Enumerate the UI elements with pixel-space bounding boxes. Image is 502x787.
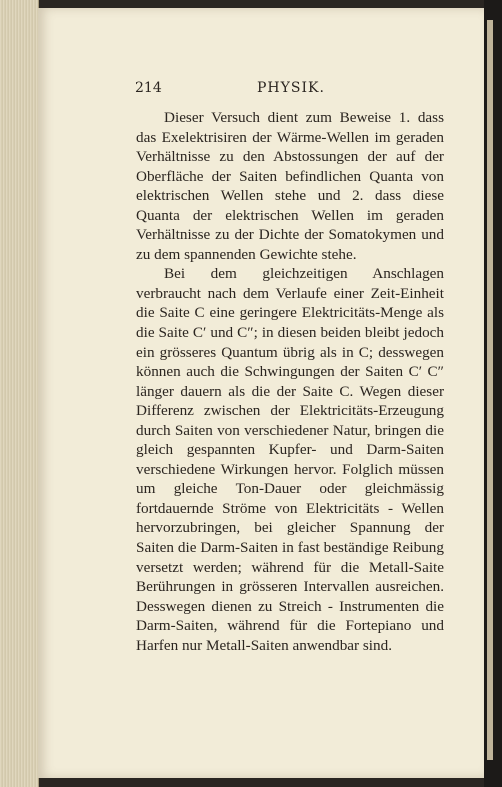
- book-page-edges: [0, 0, 39, 787]
- right-page-strip: [487, 20, 493, 760]
- paragraph-2: Bei dem gleichzeitigen Anschlagen verbraucht nach dem Verlaufe einer Zeit-Einheit die Saite C eine geringere Elektricitäts-Menge als die Saite C′ und C″; in diesen beiden bleibt jedoch ein grösseres Quantum übrig als in C; desswegen können auch die Schwingungen der Saiten C′ C″ länger dauern als die der Saite C. Wegen dieser Differenz zwischen der Elektricitäts-Erzeugung durch Saiten von verschiedener Natur, bringen die gleich gespannten Kupfer- und Darm-Saiten verschiedene Wirkungen hervor. Folglich müssen um gleiche Ton-Dauer oder gleichmässig fortdauernde Ströme von Elektricitäts - Wellen hervorzubringen, bei gleicher Spannung der Saiten die Darm-Saiten in fast beständige Reibung versetzt werden; während für die Metall-Saite Berührungen in grösseren Intervallen ausreichen. Desswegen dienen zu Streich - Instrumenten die Darm-Saiten, während für die Fortepiano und Harfen nur Metall-Saiten anwendbar sind.: [136, 265, 444, 654]
- running-head: PHYSIK.: [257, 80, 325, 96]
- page-number: 214: [135, 80, 162, 96]
- paragraph-1: Dieser Versuch dient zum Beweise 1. dass das Exelektrisiren der Wärme-Wellen im geraden Verhältnisse zu den Abstossungen der auf der Oberfläche der Saiten befindlichen Quanta von elektrischen Wellen stehe und 2. dass diese Quanta der elektrischen Wellen im geraden Verhältnisse zu der Dichte der Somatokymen und zu dem spannenden Gewichte stehe.: [136, 109, 444, 263]
- body-text: [136, 108, 444, 655]
- page-header: [135, 80, 445, 100]
